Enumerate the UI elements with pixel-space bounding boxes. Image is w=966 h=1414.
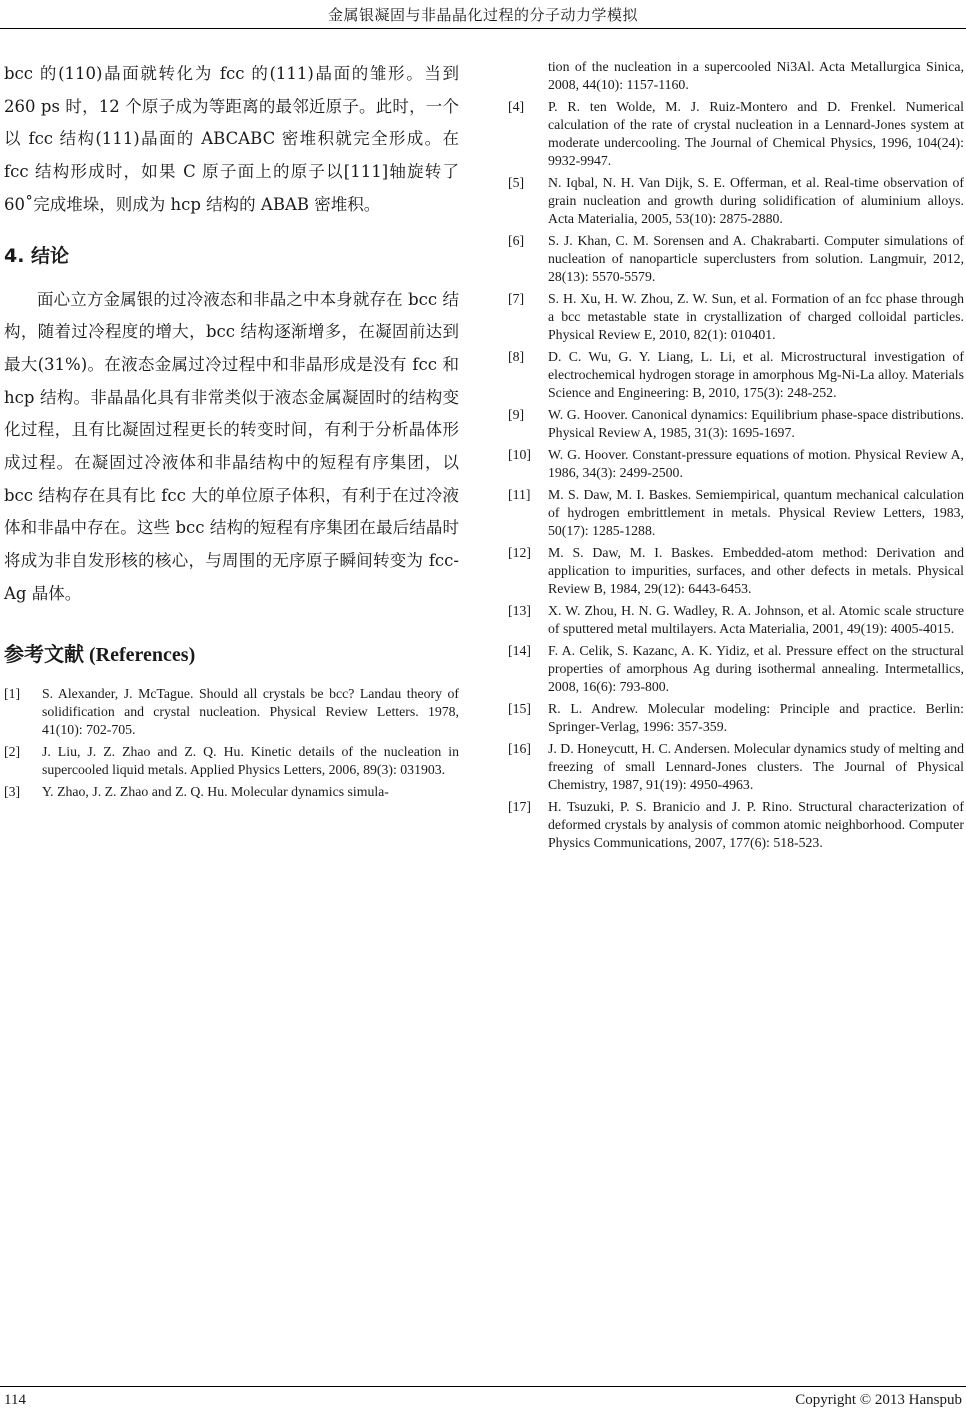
references-heading: 参考文献 (References): [4, 643, 196, 666]
reference-list-left: [4, 685, 459, 801]
reference-number: [10]: [508, 447, 531, 462]
reference-item: [508, 232, 964, 286]
reference-item: [508, 406, 964, 442]
reference-item: [508, 98, 964, 170]
reference-number: [6]: [508, 233, 525, 248]
reference-number: [8]: [508, 349, 525, 364]
reference-item: [508, 348, 964, 402]
reference-number: [5]: [508, 175, 525, 190]
reference-text: R. L. Andrew. Molecular modeling: Principle and practice. Berlin: Springer-Verlag, 1996: 357-359.: [548, 701, 964, 734]
reference-number: [17]: [508, 799, 531, 814]
body-paragraph-2: 面心立方金属银的过冷液态和非晶之中本身就存在 bcc 结构，随着过冷程度的增大，bcc 结构逐渐增多，在凝固前达到最大(31%)。在液态金属过冷过程中和非晶形成是没有 fcc 和 hcp 结构。非晶晶化具有非常类似于液态金属凝固时的结构变化过程，且有比凝固过程更长的转变时间，有利于分析晶体形成过程。在凝固过冷液体和非晶结构中的短程有序集团，以 bcc 结构存在具有比 fcc 大的单位原子体积，有利于在过冷液体和非晶中存在。这些 bcc 结构的短程有序集团在最后结晶时将成为非自发形核的核心，与周围的无序原子瞬间转变为 fcc-Ag 晶体。: [4, 289, 459, 603]
reference-list-right: [508, 98, 964, 852]
header-rule: [0, 28, 966, 29]
reference-item: [508, 486, 964, 540]
reference-number: [15]: [508, 701, 531, 716]
reference-text: H. Tsuzuki, P. S. Branicio and J. P. Rino. Structural characterization of deformed crystals by analysis of common atomic neighborhood. Computer Physics Communications, 2007, 177(6): 518-523.: [548, 799, 964, 850]
section-heading-conclusion: 4. 结论: [4, 244, 70, 267]
reference-item: [508, 544, 964, 598]
running-header: 金属银凝固与非晶晶化过程的分子动力学模拟: [327, 6, 638, 24]
reference-text: N. Iqbal, N. H. Van Dijk, S. E. Offerman, et al. Real-time observation of grain nucleation and growth during solidification of aluminium alloys. Acta Materialia, 2005, 53(10): 2875-2880.: [548, 175, 964, 226]
reference-number: [13]: [508, 603, 531, 618]
reference-item: [508, 642, 964, 696]
left-column: [4, 58, 459, 805]
reference-number: [1]: [4, 685, 21, 701]
reference-item: [508, 602, 964, 638]
reference-number: [9]: [508, 407, 525, 422]
reference-item: [508, 700, 964, 736]
reference-number: [2]: [4, 743, 21, 759]
reference-text: M. S. Daw, M. I. Baskes. Semiempirical, quantum mechanical calculation of hydrogen embrittlement in metals. Physical Review Letters, 1983, 50(17): 1285-1288.: [548, 487, 964, 538]
reference-text: X. W. Zhou, H. N. G. Wadley, R. A. Johnson, et al. Atomic scale structure of sputtered metal multilayers. Acta Materialia, 2001, 49(19): 4005-4015.: [548, 603, 964, 636]
page-number: 114: [4, 1392, 26, 1408]
reference-number: [11]: [508, 487, 531, 502]
reference-continuation: tion of the nucleation in a supercooled Ni3Al. Acta Metallurgica Sinica, 2008, 44(10): 1157-1160.: [548, 59, 964, 92]
reference-number: [16]: [508, 741, 531, 756]
reference-item: [4, 743, 459, 779]
reference-text: J. D. Honeycutt, H. C. Andersen. Molecular dynamics study of melting and freezing of small Lennard-Jones clusters. The Journal of Physical Chemistry, 1987, 91(19): 4950-4963.: [548, 741, 964, 792]
reference-text: S. J. Khan, C. M. Sorensen and A. Chakrabarti. Computer simulations of nucleation of nanoparticle superclusters from solution. Langmuir, 2012, 28(13): 5570-5579.: [548, 233, 964, 284]
reference-item: [508, 290, 964, 344]
reference-item: [508, 798, 964, 852]
reference-text: P. R. ten Wolde, M. J. Ruiz-Montero and D. Frenkel. Numerical calculation of the rate of crystal nucleation in a Lennard-Jones system at moderate undercooling. The Journal of Chemical Physics, 1996, 104(24): 9932-9947.: [548, 99, 964, 168]
right-column: [508, 58, 964, 856]
body-paragraph-1: bcc 的(110)晶面就转化为 fcc 的(111)晶面的雏形。当到 260 ps 时，12 个原子成为等距离的最邻近原子。此时，一个以 fcc 结构(111)晶面的 ABCABC 密堆积就完全形成。在 fcc 结构形成时，如果 C 原子面上的原子以[111]轴旋转了 60˚完成堆垛，则成为 hcp 结构的 ABAB 密堆积。: [4, 64, 459, 214]
reference-number: [4]: [508, 99, 525, 114]
reference-item: [508, 446, 964, 482]
reference-text: S. H. Xu, H. W. Zhou, Z. W. Sun, et al. Formation of an fcc phase through a bcc metastable state in crystallization of charged colloidal particles. Physical Review E, 2010, 82(1): 010401.: [548, 291, 964, 342]
reference-item: [508, 740, 964, 794]
reference-number: [7]: [508, 291, 525, 306]
footer-rule: [0, 1386, 966, 1387]
reference-text: W. G. Hoover. Constant-pressure equations of motion. Physical Review A, 1986, 34(3): 2499-2500.: [548, 447, 964, 480]
reference-text: F. A. Celik, S. Kazanc, A. K. Yidiz, et al. Pressure effect on the structural properties of amorphous Ag during isothermal annealing. Intermetallics, 2008, 16(6): 793-800.: [548, 643, 964, 694]
copyright-notice: Copyright © 2013 Hanspub: [795, 1392, 962, 1408]
reference-text: S. Alexander, J. McTague. Should all crystals be bcc? Landau theory of solidification and crystal nucleation. Physical Review Letters. 1978, 41(10): 702-705.: [42, 685, 459, 737]
reference-item: [508, 174, 964, 228]
reference-text: Y. Zhao, J. Z. Zhao and Z. Q. Hu. Molecular dynamics simula-: [42, 783, 389, 799]
reference-text: M. S. Daw, M. I. Baskes. Embedded-atom method: Derivation and application to impurities, surfaces, and other defects in metals. Physical Review B, 1984, 29(12): 6443-6453.: [548, 545, 964, 596]
reference-text: J. Liu, J. Z. Zhao and Z. Q. Hu. Kinetic details of the nucleation in supercooled liquid metals. Applied Physics Letters, 2006, 89(3): 031903.: [42, 743, 459, 777]
reference-text: W. G. Hoover. Canonical dynamics: Equilibrium phase-space distributions. Physical Review A, 1985, 31(3): 1695-1697.: [548, 407, 964, 440]
reference-number: [3]: [4, 783, 21, 799]
reference-number: [12]: [508, 545, 531, 560]
reference-item: [4, 783, 459, 801]
reference-number: [14]: [508, 643, 531, 658]
reference-item: [4, 685, 459, 739]
reference-text: D. C. Wu, G. Y. Liang, L. Li, et al. Microstructural investigation of electrochemical hydrogen storage in amorphous Mg-Ni-La alloy. Materials Science and Engineering: B, 2010, 175(3): 248-252.: [548, 349, 964, 400]
